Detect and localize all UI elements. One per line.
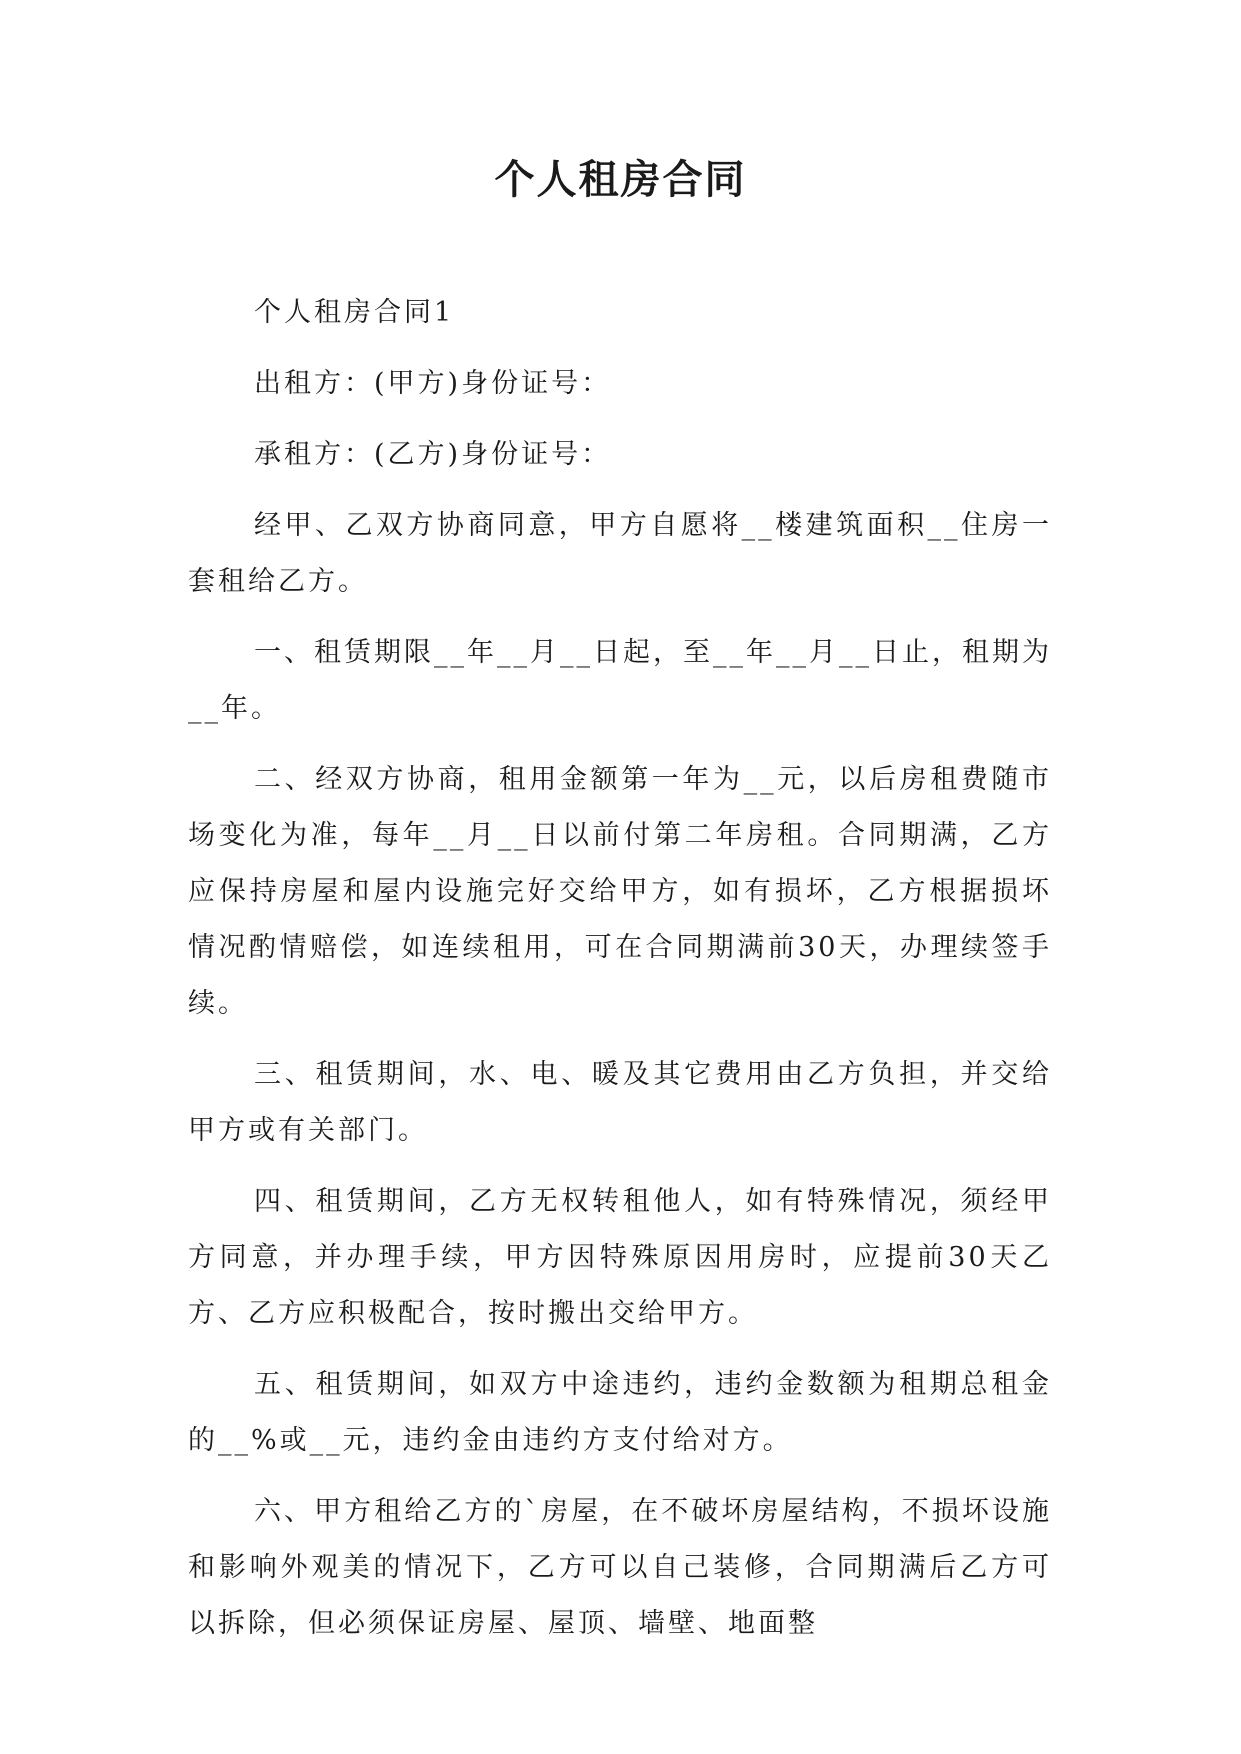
agreement-intro: 经甲、乙双方协商同意，甲方自愿将__楼建筑面积__住房一套租给乙方。 [188,510,1052,597]
clause-5-breach: 五、租赁期间，如双方中途违约，违约金数额为租期总租金的__%或__元，违约金由违约方支付给对方。 [188,1369,1052,1456]
clause-1-lease-term: 一、租赁期限__年__月__日起，至__年__月__日止，租期为__年。 [188,637,1052,724]
lessee-line: 承租方：(乙方)身份证号： [254,439,612,470]
clause-2-rent: 二、经双方协商，租用金额第一年为__元，以后房租费随市场变化为准，每年__月__日以前付第二年房租。合同期满，乙方应保持房屋和屋内设施完好交给甲方，如有损坏，乙方根据损坏情况酌情赔偿，如连续租用，可在合同期满前30天，办理续签手续。 [188,764,1052,1019]
contract-heading: 个人租房合同1 [254,297,455,328]
lessor-line: 出租方：(甲方)身份证号： [254,368,612,399]
document-title: 个人租房合同 [494,157,747,203]
document-body [188,285,1052,1667]
clause-3-utilities: 三、租赁期间，水、电、暖及其它费用由乙方负担，并交给甲方或有关部门。 [188,1059,1052,1146]
clause-4-sublet: 四、租赁期间，乙方无权转租他人，如有特殊情况，须经甲方同意，并办理手续，甲方因特殊原因用房时，应提前30天乙方、乙方应积极配合，按时搬出交给甲方。 [188,1186,1052,1329]
clause-6-renovation: 六、甲方租给乙方的`房屋，在不破坏房屋结构，不损坏设施和影响外观美的情况下，乙方可以自己装修，合同期满后乙方可以拆除，但必须保证房屋、屋顶、墙壁、地面整 [188,1496,1052,1639]
